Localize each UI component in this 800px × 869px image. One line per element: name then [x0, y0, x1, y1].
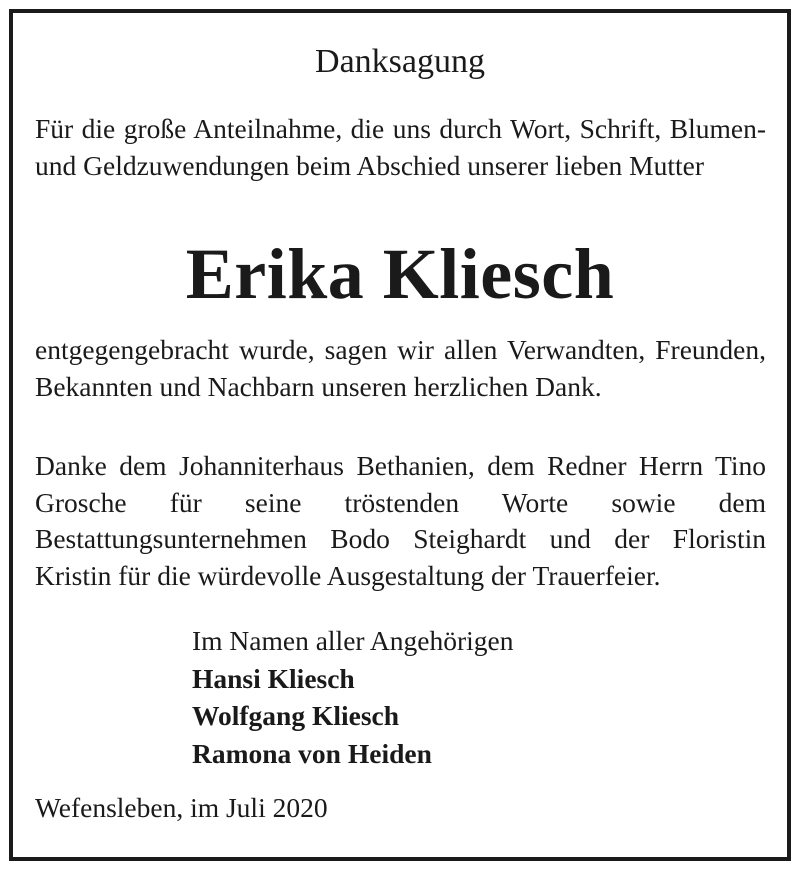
- thanks-paragraph: entgegengebracht wurde, sagen wir allen Verwandten, Freunden, Bekannten und Nachbarn unseren herzlichen Dank.: [35, 334, 766, 402]
- signature-block: [192, 622, 514, 772]
- signatory: Ramona von Heiden: [192, 737, 432, 769]
- signatory: Hansi Kliesch: [192, 662, 355, 694]
- signatory: Wolfgang Kliesch: [192, 700, 400, 731]
- signature-intro: Im Namen aller Angehörigen: [192, 625, 514, 656]
- special-thanks-paragraph: Danke dem Johanniterhaus Bethanien, dem Redner Herrn Tino Grosche für seine tröstenden Worte sowie dem Bestattungsunternehmen Bodo Steighardt und der Floristin Kristin für die würdevolle Ausgestaltung der Trauerfeier.: [35, 450, 766, 591]
- notice-heading: Danksagung: [315, 43, 485, 80]
- place-date: Wefensleben, im Juli 2020: [35, 792, 328, 823]
- deceased-name: Erika Kliesch: [185, 234, 615, 314]
- intro-paragraph: Für die große Anteilnahme, die uns durch Wort, Schrift, Blumen- und Geldzuwendungen beim Abschied unserer lieben Mutter: [35, 113, 766, 181]
